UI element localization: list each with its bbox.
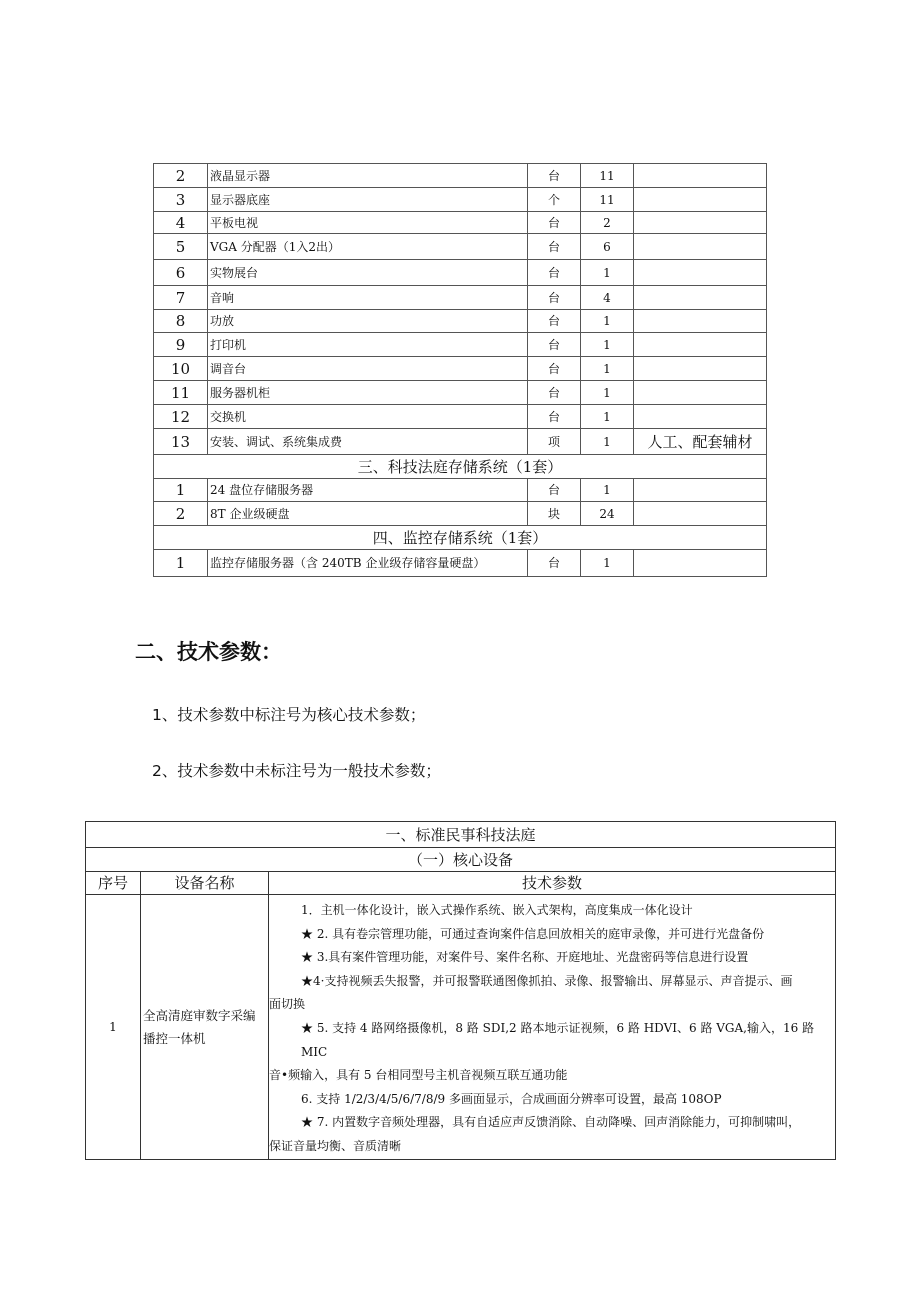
table-row: [154, 286, 767, 310]
spec-table-subtitle: （一）核心设备: [86, 848, 836, 872]
param-line: ★ 2. 具有卷宗管理功能，可通过查询案件信息回放相关的庭审录像，并可进行光盘备份: [301, 926, 765, 941]
param-line: 面切换: [269, 997, 306, 1012]
table-row: [154, 429, 767, 455]
cell-unit: 台: [528, 310, 581, 333]
cell-seq: 1: [154, 479, 208, 502]
cell-unit: 台: [528, 405, 581, 429]
row-params: [269, 895, 836, 1160]
cell-qty: 1: [581, 333, 634, 357]
header-seq: 序号: [86, 872, 141, 895]
cell-seq: 12: [154, 405, 208, 429]
section-heading: 二、技术参数：: [135, 640, 282, 664]
cell-qty: 11: [581, 164, 634, 188]
cell-name: 显示器底座: [208, 188, 528, 212]
cell-qty: 4: [581, 286, 634, 310]
cell-seq: 5: [154, 234, 208, 260]
cell-name: 调音台: [208, 357, 528, 381]
table-row: [154, 212, 767, 234]
cell-seq: 11: [154, 381, 208, 405]
param-line: 音•频输入，具有 5 台相同型号主机音视频互联互通功能: [269, 1068, 568, 1083]
table-row: [154, 333, 767, 357]
cell-note: [634, 550, 767, 577]
cell-note: 人工、配套辅材: [634, 429, 767, 455]
cell-note: [634, 212, 767, 234]
cell-note: [634, 234, 767, 260]
cell-name: 音响: [208, 286, 528, 310]
cell-name: 液晶显示器: [208, 164, 528, 188]
cell-unit: 台: [528, 479, 581, 502]
table-row: [154, 164, 767, 188]
table-row: [154, 479, 767, 502]
section-row: [154, 455, 767, 479]
cell-seq: 10: [154, 357, 208, 381]
table-row: [154, 405, 767, 429]
param-line: ★ 3.具有案件管理功能，对案件号、案件名称、开庭地址、光盘密码等信息进行设置: [301, 950, 749, 965]
cell-qty: 1: [581, 479, 634, 502]
section-title: 三、科技法庭存储系统（1套）: [154, 455, 767, 479]
cell-seq: 3: [154, 188, 208, 212]
table-row: [154, 260, 767, 286]
param-line: ★4·支持视频丢失报警，并可报警联通图像抓拍、录像、报警输出、屏幕显示、声音提示、画: [301, 973, 793, 988]
cell-unit: 台: [528, 357, 581, 381]
cell-name: 24 盘位存储服务器: [208, 479, 528, 502]
table-row: [154, 502, 767, 526]
param-line: ★ 5. 支持 4 路网络摄像机，8 路 SDI,2 路本地示证视频，6 路 HDVI、6 路 VGA,输入，16 路 MIC: [301, 1020, 815, 1059]
cell-qty: 1: [581, 405, 634, 429]
cell-qty: 24: [581, 502, 634, 526]
cell-name: VGA 分配器（1入2出）: [208, 234, 528, 260]
cell-note: [634, 310, 767, 333]
cell-unit: 项: [528, 429, 581, 455]
cell-unit: 台: [528, 234, 581, 260]
cell-seq: 7: [154, 286, 208, 310]
section-title: 四、监控存储系统（1套）: [154, 526, 767, 550]
cell-seq: 4: [154, 212, 208, 234]
cell-name: 实物展台: [208, 260, 528, 286]
param-line: ★ 7. 内置数字音频处理器，具有自适应声反馈消除、自动降噪、回声消除能力，可抑制啸叫，: [301, 1115, 801, 1130]
row-device-name: 全高清庭审数字采编播控一体机: [141, 895, 269, 1160]
cell-qty: 1: [581, 357, 634, 381]
cell-note: [634, 188, 767, 212]
cell-note: [634, 502, 767, 526]
cell-note: [634, 381, 767, 405]
cell-qty: 1: [581, 429, 634, 455]
cell-name: 8T 企业级硬盘: [208, 502, 528, 526]
cell-name: 监控存储服务器（含 240TB 企业级存储容量硬盘）: [208, 550, 528, 577]
note-paragraph: 2、技术参数中未标注号为一般技术参数；: [152, 762, 441, 780]
cell-unit: 块: [528, 502, 581, 526]
cell-note: [634, 405, 767, 429]
section-row: [154, 526, 767, 550]
header-params: 技术参数: [269, 872, 836, 895]
cell-qty: 1: [581, 310, 634, 333]
cell-qty: 1: [581, 260, 634, 286]
table-row: [154, 357, 767, 381]
table-row: [154, 381, 767, 405]
cell-unit: 个: [528, 188, 581, 212]
table-row: [154, 188, 767, 212]
cell-name: 交换机: [208, 405, 528, 429]
param-line: 1．主机一体化设计，嵌入式操作系统、嵌入式架构，高度集成一体化设计: [301, 903, 693, 917]
note-paragraph: 1、技术参数中标注号为核心技术参数；: [152, 706, 426, 724]
cell-unit: 台: [528, 333, 581, 357]
table-row: [154, 550, 767, 577]
cell-qty: 2: [581, 212, 634, 234]
cell-name: 打印机: [208, 333, 528, 357]
cell-unit: 台: [528, 381, 581, 405]
header-name: 设备名称: [141, 872, 269, 895]
cell-unit: 台: [528, 260, 581, 286]
cell-note: [634, 333, 767, 357]
cell-qty: 1: [581, 550, 634, 577]
cell-seq: 9: [154, 333, 208, 357]
cell-name: 功放: [208, 310, 528, 333]
cell-note: [634, 286, 767, 310]
cell-seq: 2: [154, 502, 208, 526]
spec-table: [85, 821, 836, 1160]
equipment-table: [153, 163, 767, 577]
cell-note: [634, 164, 767, 188]
cell-seq: 13: [154, 429, 208, 455]
cell-seq: 8: [154, 310, 208, 333]
param-line: 保证音量均衡、音质清晰: [269, 1138, 402, 1153]
cell-name: 服务器机柜: [208, 381, 528, 405]
cell-seq: 1: [154, 550, 208, 577]
spec-table-title: 一、标准民事科技法庭: [86, 822, 836, 848]
cell-seq: 2: [154, 164, 208, 188]
cell-note: [634, 479, 767, 502]
cell-unit: 台: [528, 164, 581, 188]
cell-unit: 台: [528, 550, 581, 577]
cell-unit: 台: [528, 212, 581, 234]
cell-qty: 1: [581, 381, 634, 405]
cell-qty: 6: [581, 234, 634, 260]
param-line: 6. 支持 1/2/3/4/5/6/7/8/9 多画面显示，合成画面分辨率可设置，最高 108OP: [301, 1091, 722, 1106]
cell-qty: 11: [581, 188, 634, 212]
cell-note: [634, 260, 767, 286]
table-row: [154, 310, 767, 333]
cell-unit: 台: [528, 286, 581, 310]
cell-name: 平板电视: [208, 212, 528, 234]
cell-seq: 6: [154, 260, 208, 286]
cell-note: [634, 357, 767, 381]
table-row: [154, 234, 767, 260]
cell-name: 安装、调试、系统集成费: [208, 429, 528, 455]
row-seq: 1: [86, 895, 141, 1160]
